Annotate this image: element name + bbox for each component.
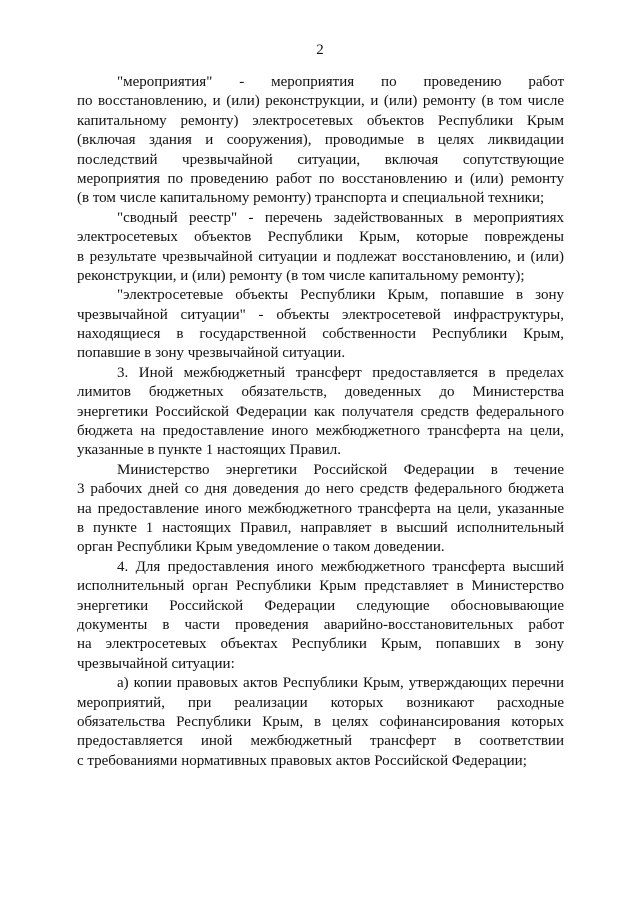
- text-line: (включая здания и сооружения), проводимые в целях ликвидации: [77, 132, 564, 149]
- text-line: лимитов бюджетных обязательств, доведенных до Министерства: [77, 384, 564, 401]
- text-line: по восстановлению, и (или) реконструкции, и (или) ремонту (в том числе: [77, 93, 564, 110]
- text-line: Министерство энергетики Российской Федерации в течение: [117, 461, 564, 478]
- text-line: в результате чрезвычайной ситуации и подлежат восстановлению, и (или): [77, 248, 564, 265]
- text-line: реконструкции, и (или) ремонту (в том числе капитальному ремонту);: [77, 267, 525, 284]
- text-line: мероприятия по проведению работ по восстановлению и (или) ремонту: [77, 170, 564, 187]
- text-line: "мероприятия" - мероприятия по проведению работ: [117, 74, 564, 90]
- text-line: на электросетевых объектах Республики Крым, попавших в зону: [77, 636, 564, 653]
- text-line: чрезвычайной ситуации" - объекты электросетевой инфраструктуры,: [77, 306, 564, 323]
- text-line: обязательства Республики Крым, в целях софинансирования которых: [77, 713, 564, 730]
- page-number: 2: [316, 42, 324, 58]
- text-line: "сводный реестр" - перечень задействованных в мероприятиях: [117, 209, 564, 226]
- text-line: чрезвычайной ситуации:: [77, 655, 235, 672]
- text-line: а) копии правовых актов Республики Крым, утверждающих перечни: [117, 675, 564, 692]
- paragraph-def-meropriyatiya: [77, 73, 564, 209]
- text-line: (в том числе капитальному ремонту) транспорта и специальной техники;: [77, 190, 545, 207]
- text-line: указанные в пункте 1 настоящих Правил.: [77, 442, 342, 459]
- text-line: исполнительный орган Республики Крым представляет в Министерство: [77, 578, 564, 595]
- text-line: "электросетевые объекты Республики Крым, попавшие в зону: [117, 287, 564, 304]
- text-line: предоставляется иной межбюджетный трансферт в соответствии: [77, 733, 564, 750]
- text-line: 3 рабочих дней со дня доведения до него средств федерального бюджета: [77, 481, 564, 498]
- text-line: орган Республики Крым уведомление о таком доведении.: [77, 539, 445, 556]
- document-body: [77, 73, 564, 771]
- text-line: находящиеся в государственной собственности Республики Крым,: [77, 326, 564, 343]
- paragraph-item-4-a: [77, 674, 564, 771]
- text-line: энергетики Российской Федерации следующие обосновывающие: [77, 597, 564, 614]
- text-line: последствий чрезвычайной ситуации, включая сопутствующие: [77, 151, 564, 168]
- text-line: в пункте 1 настоящих Правил, направляет в высший исполнительный: [77, 519, 564, 536]
- paragraph-item-3-ministry: [77, 461, 564, 558]
- paragraph-item-4: [77, 558, 564, 674]
- text-line: на предоставление иного межбюджетного трансферта на цели, указанные: [77, 500, 564, 517]
- text-line: бюджета на предоставление иного межбюджетного трансферта на цели,: [77, 423, 564, 440]
- paragraph-def-elektrosetevye-obekty: [77, 286, 564, 364]
- text-line: документы в части проведения аварийно-восстановительных работ: [77, 616, 564, 633]
- text-line: с требованиями нормативных правовых актов Российской Федерации;: [77, 752, 527, 769]
- text-line: энергетики Российской Федерации как получателя средств федерального: [77, 403, 564, 420]
- text-line: капитальному ремонту) электросетевых объектов Республики Крым: [77, 112, 564, 129]
- text-line: попавшие в зону чрезвычайной ситуации.: [77, 345, 346, 362]
- text-line: электросетевых объектов Республики Крым, которые повреждены: [77, 229, 564, 246]
- text-line: мероприятий, при реализации которых возникают расходные: [77, 694, 564, 711]
- paragraph-item-3: [77, 364, 564, 461]
- paragraph-def-svodny-reestr: [77, 209, 564, 287]
- text-line: 4. Для предоставления иного межбюджетного трансферта высший: [117, 558, 564, 575]
- text-line: 3. Иной межбюджетный трансферт предоставляется в пределах: [117, 364, 564, 381]
